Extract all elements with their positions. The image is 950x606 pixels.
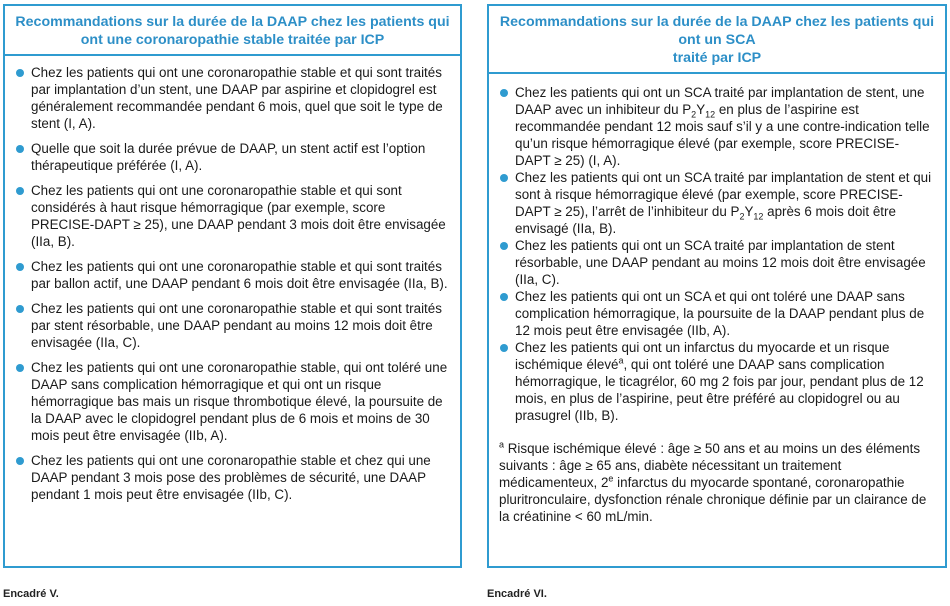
superscript: e bbox=[608, 473, 614, 484]
footnote bbox=[489, 440, 945, 525]
superscript: a bbox=[618, 355, 624, 366]
list-item bbox=[15, 452, 448, 503]
item-text: Chez les patients qui ont un SCA traité par implantation de stent et qui sont à risque hémorragique élevé (par exemple, score PRECISE-DAPT ≥ 25), l’arrêt de l’inhibiteur du P bbox=[515, 170, 932, 219]
box-title bbox=[489, 6, 945, 74]
superscript: a bbox=[499, 439, 505, 450]
box-encadre-vi bbox=[487, 4, 947, 568]
item-text: Chez les patients qui ont une coronaropathie stable, qui ont toléré une DAAP sans complication hémorragique et qui ont un risque hémorragique bas mais un risque thrombotique élevé, la poursuite de la DAAP avec le clopidogrel pendant plus de 6 mois et moins de 30 mois peut être envisagée (IIb, A). bbox=[31, 360, 448, 443]
list-item bbox=[499, 237, 933, 288]
title-line-1: Recommandations sur la durée de la DAAP chez les patients qui bbox=[15, 14, 450, 30]
bullet-icon bbox=[16, 187, 24, 195]
footnote-text: Risque ischémique élevé : âge ≥ 50 ans et au moins un des éléments suivants : âge ≥ 65 ans, diabète nécessitant un traitement médicamenteux, 2 bbox=[499, 441, 921, 490]
caption-encadre-v: Encadré V. bbox=[3, 588, 59, 600]
list-item bbox=[15, 182, 448, 250]
item-text: Chez les patients qui ont un SCA traité par implantation de stent, une DAAP avec un inhibiteur du P bbox=[515, 85, 925, 117]
item-text: Chez les patients qui ont une coronaropathie stable et qui sont traités par implantation d’un stent, une DAAP par aspirine et clopidogrel est généralement recommandée pendant 6 mois, quel que soit le type de stent (I, A). bbox=[31, 65, 443, 131]
bullet-icon bbox=[500, 89, 508, 97]
list-item bbox=[499, 339, 933, 424]
title-line-2: ont une coronaropathie stable traitée par ICP bbox=[80, 32, 385, 48]
bullet-icon bbox=[500, 242, 508, 250]
bullet-icon bbox=[500, 344, 508, 352]
caption-encadre-vi: Encadré VI. bbox=[487, 588, 547, 600]
bullet-icon bbox=[16, 305, 24, 313]
item-text: en plus de l’aspirine est recommandée pendant 12 mois sauf s’il y a une contre-indication telle qu’un risque hémorragique élevé (par exemple, score PRECISE-DAPT ≥ 25) (I, A). bbox=[515, 102, 930, 168]
subscript: 2 bbox=[739, 211, 745, 222]
recommendation-list bbox=[5, 64, 460, 503]
bullet-icon bbox=[500, 174, 508, 182]
subscript: 2 bbox=[691, 109, 697, 120]
bullet-icon bbox=[16, 457, 24, 465]
bullet-icon bbox=[16, 364, 24, 372]
list-item bbox=[499, 84, 933, 169]
item-text: Chez les patients qui ont un infarctus du myocarde et un risque ischémique élevé bbox=[515, 340, 890, 372]
box-encadre-v bbox=[3, 4, 462, 568]
title-line-3: traité par ICP bbox=[672, 50, 762, 66]
item-text: après 6 mois doit être envisagé (IIa, B). bbox=[515, 204, 896, 236]
bullet-icon bbox=[16, 263, 24, 271]
box-title bbox=[5, 6, 460, 56]
item-text: Chez les patients qui ont une coronaropathie stable et qui sont considérés à haut risque hémorragique (par exemple, score PRECISE-DAPT ≥ 25), une DAAP pendant 3 mois doit être envisagée (IIa, B). bbox=[31, 183, 446, 249]
bullet-icon bbox=[16, 69, 24, 77]
list-item bbox=[499, 169, 933, 237]
list-item bbox=[15, 64, 448, 132]
item-text: , qui ont toléré une DAAP sans complication hémorragique, le ticagrélor, 60 mg 2 fois par jour, pendant plus de 12 mois, en plus de l’aspirine, peut être préféré au clopidogrel ou au prasugrel (IIb, B). bbox=[515, 357, 924, 423]
title-line-2: ont un SCA bbox=[678, 32, 756, 48]
list-item bbox=[15, 140, 448, 174]
list-item bbox=[15, 300, 448, 351]
list-item bbox=[15, 258, 448, 292]
item-text: Chez les patients qui ont un SCA traité par implantation de stent résorbable, une DAAP pendant au moins 12 mois doit être envisagée (IIa, C). bbox=[515, 238, 926, 287]
item-text: Chez les patients qui ont une coronaropathie stable et chez qui une DAAP pendant 3 mois pose des problèmes de sécurité, une DAAP pendant 1 mois peut être envisagée (IIb, C). bbox=[31, 453, 431, 502]
subscript: 12 bbox=[705, 109, 716, 120]
item-text: Quelle que soit la durée prévue de DAAP, un stent actif est l’option thérapeutique préférée (I, A). bbox=[31, 141, 426, 173]
recommendation-list bbox=[489, 84, 945, 424]
bullet-icon bbox=[500, 293, 508, 301]
item-text: Chez les patients qui ont un SCA et qui ont toléré une DAAP sans complication hémorragique, la poursuite de la DAAP pendant plus de 12 mois peut être envisagée (IIb, A). bbox=[515, 289, 925, 338]
bullet-icon bbox=[16, 145, 24, 153]
item-text: Chez les patients qui ont une coronaropathie stable et qui sont traités par stent résorbable, une DAAP pendant au moins 12 mois doit être envisagée (IIa, C). bbox=[31, 301, 442, 350]
footnote-text: infarctus du myocarde spontané, coronaropathie pluritronculaire, dysfonction rénale chronique définie par un clairance de la créatinine < 60 mL/min. bbox=[499, 475, 927, 524]
list-item bbox=[15, 359, 448, 444]
item-text: Y bbox=[696, 102, 706, 117]
item-text: Chez les patients qui ont une coronaropathie stable et qui sont traités par ballon actif, une DAAP pendant 6 mois doit être envisagée (IIa, B). bbox=[31, 259, 448, 291]
subscript: 12 bbox=[753, 211, 764, 222]
item-text: Y bbox=[744, 204, 754, 219]
title-line-1: Recommandations sur la durée de la DAAP chez les patients qui bbox=[499, 14, 935, 30]
list-item bbox=[499, 288, 933, 339]
